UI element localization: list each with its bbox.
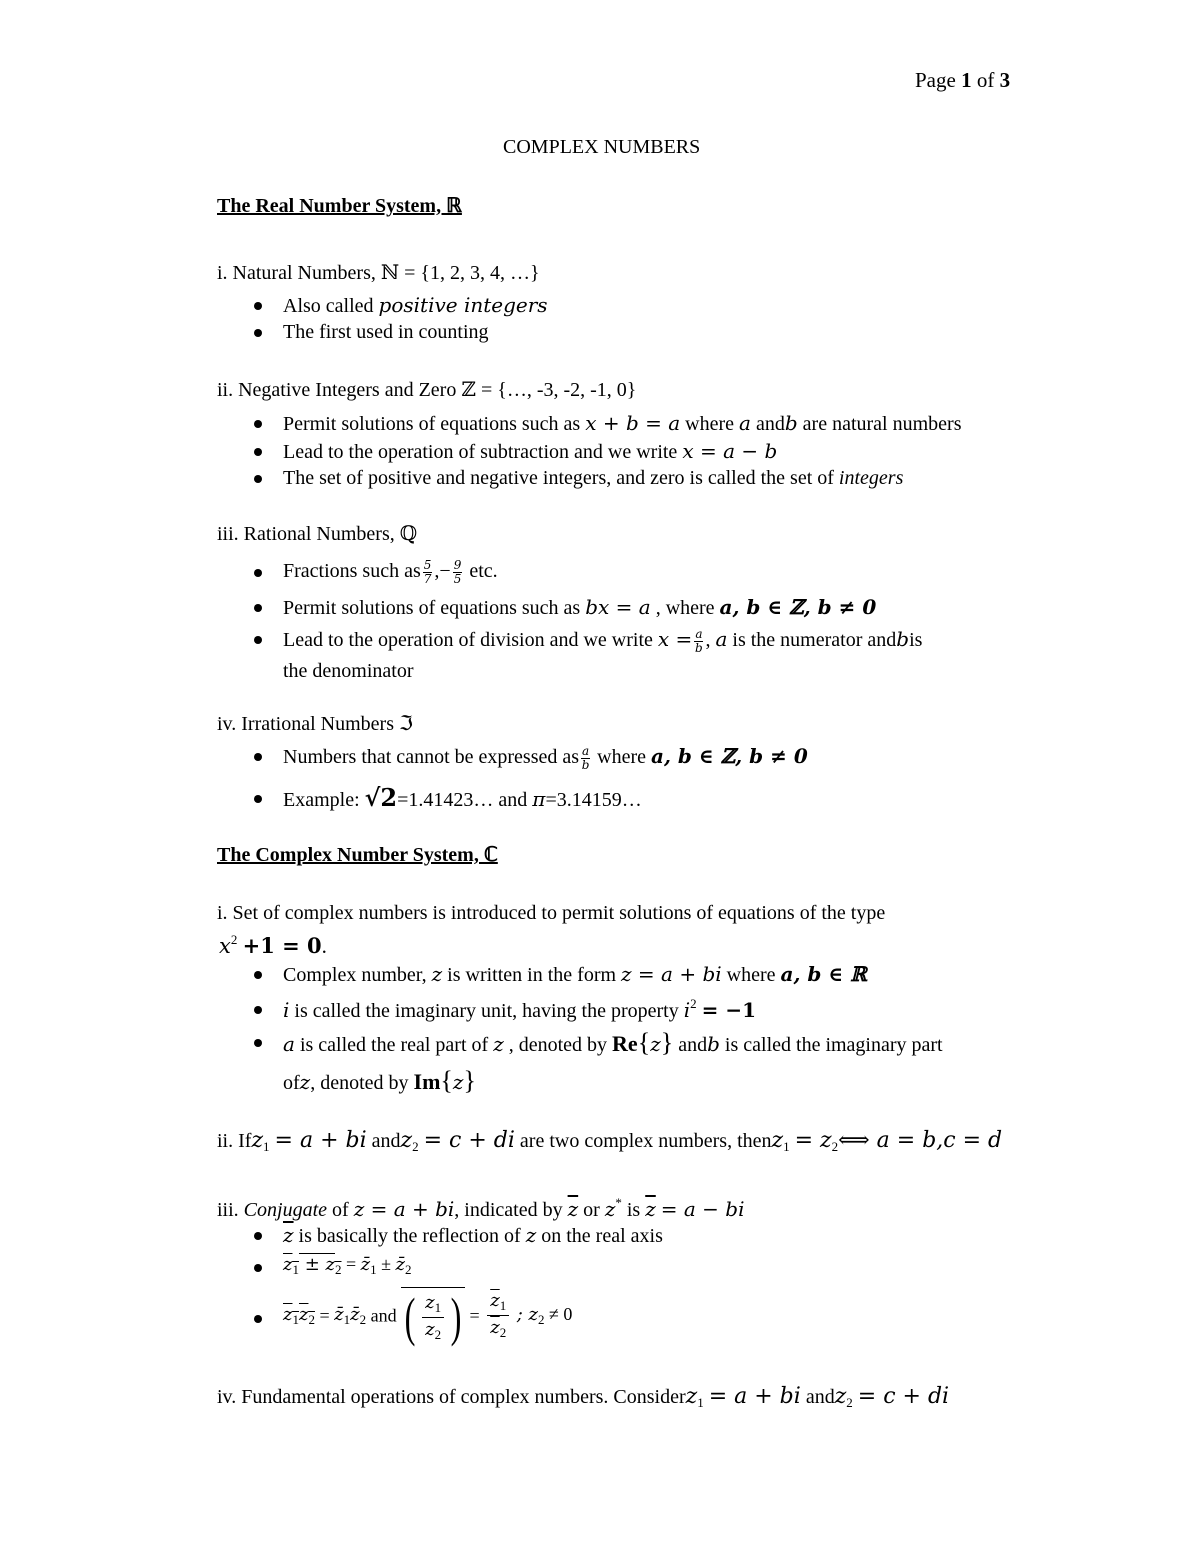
subscript: 2 <box>335 1262 342 1277</box>
text: ii. If <box>217 1130 252 1152</box>
denominator: b <box>695 640 703 655</box>
text: , where <box>655 597 715 619</box>
bullet <box>254 1232 262 1240</box>
text: Lead to the operation of subtraction and we write <box>283 441 678 463</box>
math: bx = a <box>585 595 651 619</box>
subscript: 2 <box>412 1139 419 1154</box>
numerator: 5 <box>423 558 432 573</box>
text: where <box>597 746 647 768</box>
bullet <box>254 604 262 612</box>
text: on the real axis <box>541 1225 663 1247</box>
math: x = a − b <box>682 439 778 463</box>
math: ; z <box>516 1304 538 1325</box>
page-total: 3 <box>999 68 1011 92</box>
math: z <box>834 1384 847 1409</box>
math: z <box>425 1291 435 1313</box>
math: z <box>283 1254 293 1275</box>
subscript: 1 <box>697 1395 704 1410</box>
math: z <box>298 1304 309 1325</box>
real-part-operator: Re <box>612 1031 638 1056</box>
math: z̄ <box>360 1254 371 1275</box>
math: z <box>425 1318 435 1340</box>
math: a <box>283 1032 295 1056</box>
subscript: 1 <box>370 1262 377 1277</box>
document-title: COMPLEX NUMBERS <box>503 136 701 158</box>
nonzero-condition <box>516 1304 573 1327</box>
fraction <box>422 1291 444 1344</box>
math: z <box>283 1304 293 1325</box>
text: of <box>332 1199 349 1221</box>
exponent: 2 <box>690 996 697 1011</box>
text: Complex number, <box>283 964 427 986</box>
item-irrational-numbers: iv. Irrational Numbers ℑ <box>217 713 413 735</box>
text: The set of positive and negative integers, and zero is called the set of <box>283 467 834 489</box>
math: π <box>532 787 546 811</box>
text: iv. Fundamental operations of complex numbers. Consider <box>217 1386 686 1408</box>
math-bold: a, b ∈ ℤ, b ≠ 0 <box>651 744 808 768</box>
math: z <box>452 1070 464 1094</box>
subscript: 2 <box>537 1312 545 1327</box>
bullet-text <box>283 783 642 812</box>
math-conjugate: $\overline{z}$ <box>645 1197 656 1221</box>
math: = c + di <box>423 1128 515 1153</box>
math: ⟺ a = b,c = d <box>838 1128 1003 1153</box>
subscript: 2 <box>499 1325 507 1340</box>
math-text: positive integers <box>378 293 548 317</box>
math-bold: a, b ∈ ℤ, b ≠ 0 <box>719 595 877 619</box>
text: ,− <box>434 560 451 582</box>
text: Numbers that cannot be expressed as <box>283 746 580 768</box>
text: Also called <box>283 295 374 317</box>
bullet <box>254 1039 262 1047</box>
math: z = a + bi <box>353 1197 455 1221</box>
bullet <box>254 795 262 803</box>
overline-group <box>283 1254 342 1277</box>
text: and <box>678 1034 708 1056</box>
fraction <box>423 559 433 585</box>
subscript: 1 <box>499 1298 507 1314</box>
math: = a + bi <box>274 1128 367 1153</box>
math: z̄ <box>350 1304 360 1325</box>
subscript: 2 <box>831 1139 839 1154</box>
bullet <box>254 329 262 337</box>
text: where <box>726 964 776 986</box>
text: is called the real part of <box>299 1034 489 1056</box>
fraction <box>581 745 590 771</box>
bullet-text <box>283 1225 663 1246</box>
sqrt-two: √2 <box>364 783 398 812</box>
denominator: 7 <box>423 571 432 586</box>
bullet-conjugate-product <box>283 1287 573 1347</box>
subscript: 2 <box>846 1395 853 1410</box>
overline-fraction <box>401 1287 465 1347</box>
brace: { <box>440 1066 453 1095</box>
item-complex-intro: i. Set of complex numbers is introduced to permit solutions of equations of the type <box>217 902 886 924</box>
math: z <box>431 962 443 986</box>
item-natural-numbers: i. Natural Numbers, ℕ = {1, 2, 3, 4, …} <box>217 262 540 284</box>
math: z <box>771 1128 784 1153</box>
math-bold: +1 = 0 <box>242 933 322 958</box>
math: x <box>219 934 231 958</box>
bullet-text <box>283 624 922 655</box>
bullet <box>254 753 262 761</box>
page-number <box>915 70 1010 91</box>
math: = a − bi <box>660 1197 745 1221</box>
text: and <box>755 413 785 435</box>
text: =3.14159… <box>545 789 642 811</box>
left-paren: ( <box>404 1287 416 1347</box>
item-rational-numbers: iii. Rational Numbers, ℚ <box>217 523 418 545</box>
subscript: 2 <box>405 1262 412 1277</box>
page-of: of <box>976 68 995 92</box>
bullet <box>254 569 262 577</box>
math-conjugate: $\overline{z}$ <box>490 1317 500 1338</box>
subscript: 1 <box>434 1299 442 1315</box>
page-prefix: Page <box>915 68 956 92</box>
text: . <box>321 934 327 958</box>
math: z <box>685 1384 698 1409</box>
text: , denoted by <box>310 1072 409 1094</box>
math: i <box>283 998 290 1022</box>
brace: { <box>637 1028 651 1057</box>
text: and <box>370 1305 397 1326</box>
item-fundamental-operations <box>217 1386 949 1409</box>
bullet-text: The first used in counting <box>283 321 489 343</box>
text: are two complex numbers, then <box>519 1130 772 1152</box>
text: = <box>469 1305 480 1326</box>
math-conjugate: $\overline{z}$ <box>283 1223 294 1247</box>
text: iii. <box>217 1199 239 1221</box>
math: z <box>604 1197 616 1221</box>
math: = c + di <box>857 1384 950 1409</box>
math: z <box>400 1128 413 1153</box>
math: x + b = a <box>585 411 681 435</box>
overline-group <box>283 1304 315 1327</box>
text: of <box>283 1072 300 1094</box>
text: and <box>805 1386 835 1408</box>
text: ≠ 0 <box>544 1304 573 1324</box>
math: b <box>707 1032 720 1056</box>
bullet-text <box>283 1030 943 1056</box>
text: is the numerator and <box>732 629 897 651</box>
fraction <box>694 628 703 654</box>
subscript: 2 <box>434 1326 442 1342</box>
conj-product <box>334 1304 367 1327</box>
subscript: 1 <box>343 1312 351 1327</box>
bullet-text <box>283 997 756 1021</box>
bullet-text <box>283 441 777 462</box>
bullet <box>254 448 262 456</box>
text: is <box>909 629 923 651</box>
item-complex-equality <box>217 1130 1002 1153</box>
math: ± z <box>298 1254 335 1275</box>
bullet-text <box>283 556 498 586</box>
text: is written in the form <box>447 964 617 986</box>
denominator: 5 <box>453 571 462 586</box>
item-conjugate <box>217 1196 744 1220</box>
subscript: 1 <box>263 1139 270 1154</box>
math: = a + bi <box>708 1384 801 1409</box>
exponent: 2 <box>230 932 238 947</box>
text: ± <box>376 1254 396 1274</box>
math: z <box>493 1032 504 1056</box>
math: a <box>739 411 751 435</box>
math: z <box>299 1070 311 1094</box>
subscript: 2 <box>359 1312 367 1327</box>
imag-part-operator: Im <box>413 1069 441 1094</box>
numerator: 9 <box>453 558 462 573</box>
text: Permit solutions of equations such as <box>283 413 581 435</box>
bullet <box>254 971 262 979</box>
bullet-text <box>283 468 903 488</box>
bullet <box>254 1264 262 1272</box>
subscript: 1 <box>292 1312 299 1327</box>
text: = <box>346 1254 357 1274</box>
text: , <box>705 629 711 651</box>
bullet <box>254 1006 262 1014</box>
bullet-text <box>283 741 808 772</box>
text: , indicated by <box>454 1199 563 1221</box>
text: Permit solutions of equations such as <box>283 597 581 619</box>
bullet-conjugate-sum <box>283 1255 412 1276</box>
right-paren: ) <box>450 1287 462 1347</box>
math: z <box>525 1223 537 1247</box>
page-current: 1 <box>961 68 972 92</box>
bullet-text-continued <box>283 1068 476 1094</box>
bullet-text <box>283 964 867 985</box>
text: or <box>583 1199 600 1221</box>
section-heading-real: The Real Number System, ℝ <box>217 195 462 217</box>
text: and <box>371 1130 401 1152</box>
equation-x-squared <box>219 933 327 957</box>
text: is basically the reflection of <box>298 1225 521 1247</box>
text: Lead to the operation of division and we write <box>283 629 653 651</box>
math: z <box>251 1128 264 1153</box>
item-negative-integers: ii. Negative Integers and Zero ℤ = {…, -3, -2, -1, 0} <box>217 379 637 401</box>
brace: } <box>463 1066 476 1095</box>
bullet <box>254 1315 262 1323</box>
fraction <box>453 559 463 585</box>
math: i <box>683 998 691 1022</box>
bullet-text-continued: the denominator <box>283 660 414 682</box>
subscript: 2 <box>308 1312 315 1327</box>
text: = <box>319 1305 330 1326</box>
math: b <box>784 411 798 435</box>
italic-text: Conjugate <box>243 1199 328 1221</box>
subscript: 1 <box>783 1139 790 1154</box>
text: etc. <box>469 560 498 582</box>
numerator: a <box>582 744 590 759</box>
math: z = a + bi <box>621 962 722 986</box>
text: is called the imaginary unit, having the property <box>294 1000 679 1022</box>
text: is called the imaginary part <box>724 1034 943 1056</box>
text: are natural numbers <box>802 413 962 435</box>
bullet <box>254 420 262 428</box>
math-bold: a, b ∈ ℝ <box>780 962 867 986</box>
math: x = <box>657 627 693 651</box>
math: z̄ <box>334 1304 344 1325</box>
bullet-text <box>283 295 548 316</box>
math: z <box>650 1032 661 1056</box>
bullet <box>254 636 262 644</box>
italic-text: integers <box>838 467 904 489</box>
brace: } <box>660 1028 674 1057</box>
subscript: 1 <box>292 1262 299 1277</box>
superscript: * <box>615 1195 622 1210</box>
section-heading-complex: The Complex Number System, ℂ <box>217 844 498 866</box>
text: is <box>626 1199 641 1221</box>
bullet <box>254 475 262 483</box>
denominator: b <box>581 757 590 772</box>
math: = z <box>794 1128 832 1153</box>
text: Fractions such as <box>283 560 421 582</box>
bullet-text <box>283 597 876 618</box>
math: b <box>896 627 910 651</box>
bullet <box>254 302 262 310</box>
text: =1.41423… and <box>397 789 528 811</box>
bullet-text <box>283 413 961 434</box>
fraction <box>487 1289 509 1342</box>
math: a <box>715 627 728 651</box>
text: where <box>685 413 735 435</box>
math: z̄ <box>395 1254 406 1275</box>
math-bold: = −1 <box>701 998 757 1022</box>
math-conjugate: $\overline{z}$ <box>490 1290 500 1312</box>
math-conjugate: $\overline{z}$ <box>567 1197 579 1221</box>
text: Example: <box>283 789 360 811</box>
text: , denoted by <box>508 1034 608 1056</box>
numerator: a <box>695 627 703 642</box>
